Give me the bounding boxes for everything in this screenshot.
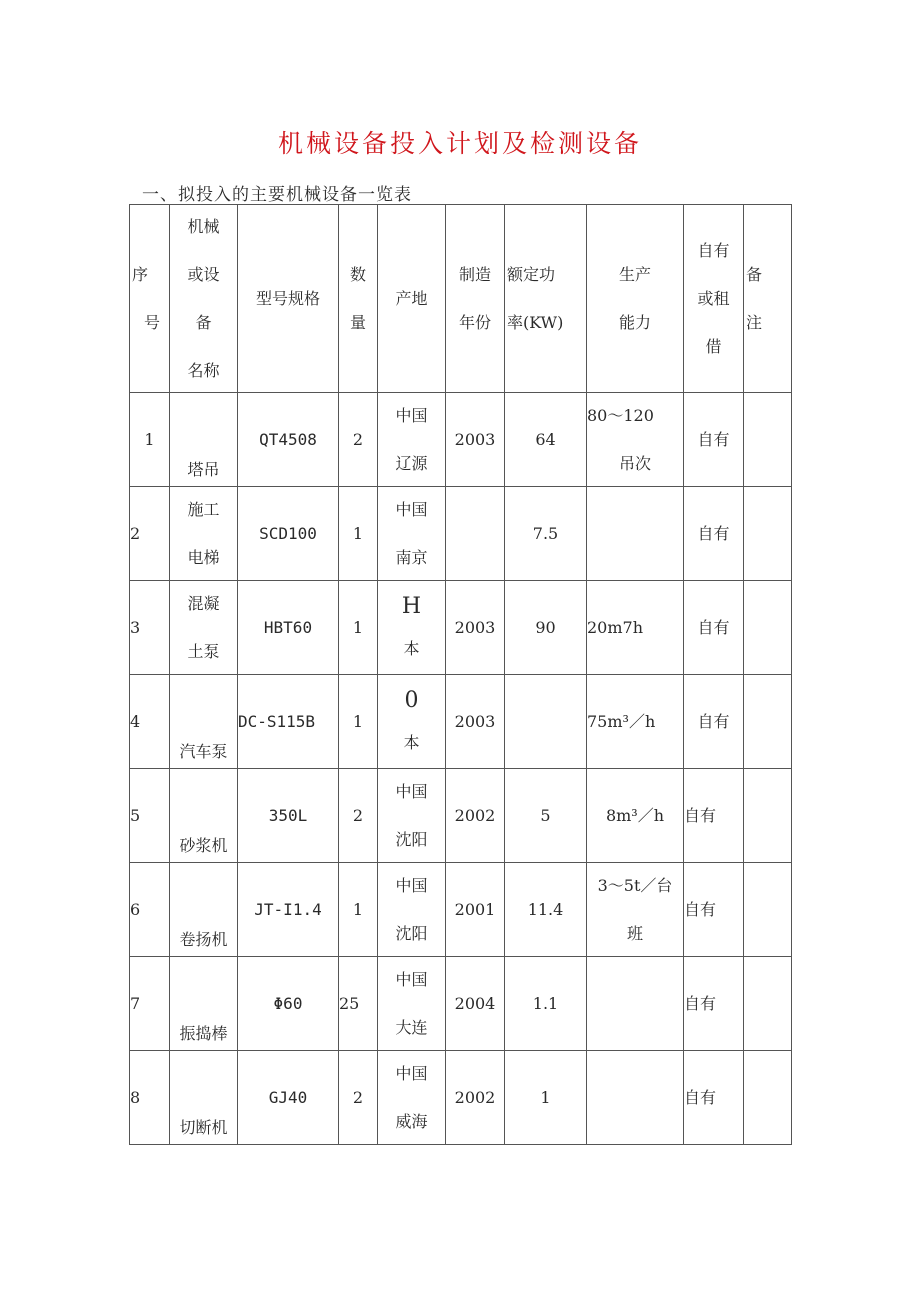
cell-year: 2002 xyxy=(446,1051,505,1145)
cell-name: 砂浆机 xyxy=(170,769,238,863)
cell-remark xyxy=(744,863,792,957)
cell-power: 11.4 xyxy=(505,863,587,957)
cell-power: 5 xyxy=(505,769,587,863)
cell-remark xyxy=(744,675,792,769)
cell-index: 1 xyxy=(130,393,170,487)
cell-model: Φ60 xyxy=(238,957,339,1051)
cell-quantity: 1 xyxy=(339,675,378,769)
header-index: 序 号 xyxy=(130,205,170,393)
cell-index: 6 xyxy=(130,863,170,957)
cell-remark xyxy=(744,581,792,675)
cell-origin: 中国 辽源 xyxy=(378,393,446,487)
cell-index: 4 xyxy=(130,675,170,769)
cell-year: 2003 xyxy=(446,675,505,769)
cell-ownership: 自有 xyxy=(684,581,744,675)
cell-capacity xyxy=(587,957,684,1051)
cell-remark xyxy=(744,957,792,1051)
cell-origin: H 本 xyxy=(378,581,446,675)
header-name: 机械 或设 备 名称 xyxy=(170,205,238,393)
equipment-table xyxy=(129,204,792,1145)
cell-capacity: 75m³／h xyxy=(587,675,684,769)
cell-ownership: 自有 xyxy=(684,675,744,769)
header-model: 型号规格 xyxy=(238,205,339,393)
cell-ownership: 自有 xyxy=(684,863,744,957)
cell-origin: 中国 威海 xyxy=(378,1051,446,1145)
table-row xyxy=(130,581,792,675)
cell-year xyxy=(446,487,505,581)
table-row xyxy=(130,487,792,581)
cell-origin: 中国 沈阳 xyxy=(378,863,446,957)
cell-name: 塔吊 xyxy=(170,393,238,487)
table-row xyxy=(130,769,792,863)
header-origin: 产地 xyxy=(378,205,446,393)
cell-model: SCD100 xyxy=(238,487,339,581)
cell-name: 汽车泵 xyxy=(170,675,238,769)
cell-quantity: 25 xyxy=(339,957,378,1051)
cell-index: 2 xyxy=(130,487,170,581)
cell-remark xyxy=(744,487,792,581)
header-quantity: 数 量 xyxy=(339,205,378,393)
cell-ownership: 自有 xyxy=(684,769,744,863)
cell-quantity: 2 xyxy=(339,1051,378,1145)
cell-name: 切断机 xyxy=(170,1051,238,1145)
cell-power: 90 xyxy=(505,581,587,675)
cell-year: 2001 xyxy=(446,863,505,957)
cell-remark xyxy=(744,769,792,863)
table-row xyxy=(130,393,792,487)
cell-origin: 中国 南京 xyxy=(378,487,446,581)
cell-remark xyxy=(744,1051,792,1145)
cell-capacity xyxy=(587,1051,684,1145)
cell-year: 2004 xyxy=(446,957,505,1051)
cell-index: 3 xyxy=(130,581,170,675)
header-capacity: 生产 能力 xyxy=(587,205,684,393)
cell-capacity xyxy=(587,487,684,581)
header-power: 额定功 率(KW) xyxy=(505,205,587,393)
cell-ownership: 自有 xyxy=(684,1051,744,1145)
cell-remark xyxy=(744,393,792,487)
section-heading: 一、拟投入的主要机械设备一览表 xyxy=(142,185,412,205)
cell-origin: 0 本 xyxy=(378,675,446,769)
cell-capacity: 80～120 吊次 xyxy=(587,393,684,487)
cell-index: 8 xyxy=(130,1051,170,1145)
cell-capacity: 20m7h xyxy=(587,581,684,675)
table-row xyxy=(130,863,792,957)
cell-power: 1.1 xyxy=(505,957,587,1051)
cell-year: 2003 xyxy=(446,581,505,675)
cell-model: QT4508 xyxy=(238,393,339,487)
cell-quantity: 1 xyxy=(339,581,378,675)
cell-power xyxy=(505,675,587,769)
header-ownership: 自有 或租 借 xyxy=(684,205,744,393)
cell-ownership: 自有 xyxy=(684,487,744,581)
cell-capacity: 3～5t／台 班 xyxy=(587,863,684,957)
cell-name: 混凝 土泵 xyxy=(170,581,238,675)
table-row xyxy=(130,1051,792,1145)
cell-quantity: 1 xyxy=(339,863,378,957)
cell-capacity: 8m³／h xyxy=(587,769,684,863)
cell-ownership: 自有 xyxy=(684,393,744,487)
header-row xyxy=(130,205,792,393)
cell-model: GJ40 xyxy=(238,1051,339,1145)
cell-model: 350L xyxy=(238,769,339,863)
cell-model: DC-S115B xyxy=(238,675,339,769)
document-title: 机械设备投入计划及检测设备 xyxy=(277,129,642,158)
cell-quantity: 1 xyxy=(339,487,378,581)
cell-power: 1 xyxy=(505,1051,587,1145)
cell-power: 64 xyxy=(505,393,587,487)
cell-origin: 中国 沈阳 xyxy=(378,769,446,863)
header-remark: 备 注 xyxy=(744,205,792,393)
header-year: 制造 年份 xyxy=(446,205,505,393)
cell-name: 卷扬机 xyxy=(170,863,238,957)
cell-quantity: 2 xyxy=(339,769,378,863)
cell-quantity: 2 xyxy=(339,393,378,487)
cell-year: 2002 xyxy=(446,769,505,863)
cell-model: JT-I1.4 xyxy=(238,863,339,957)
table-row xyxy=(130,957,792,1051)
table-row xyxy=(130,675,792,769)
cell-power: 7.5 xyxy=(505,487,587,581)
cell-name: 施工 电梯 xyxy=(170,487,238,581)
cell-ownership: 自有 xyxy=(684,957,744,1051)
cell-index: 5 xyxy=(130,769,170,863)
cell-model: HBT60 xyxy=(238,581,339,675)
cell-year: 2003 xyxy=(446,393,505,487)
cell-name: 振捣棒 xyxy=(170,957,238,1051)
cell-index: 7 xyxy=(130,957,170,1051)
cell-origin: 中国 大连 xyxy=(378,957,446,1051)
